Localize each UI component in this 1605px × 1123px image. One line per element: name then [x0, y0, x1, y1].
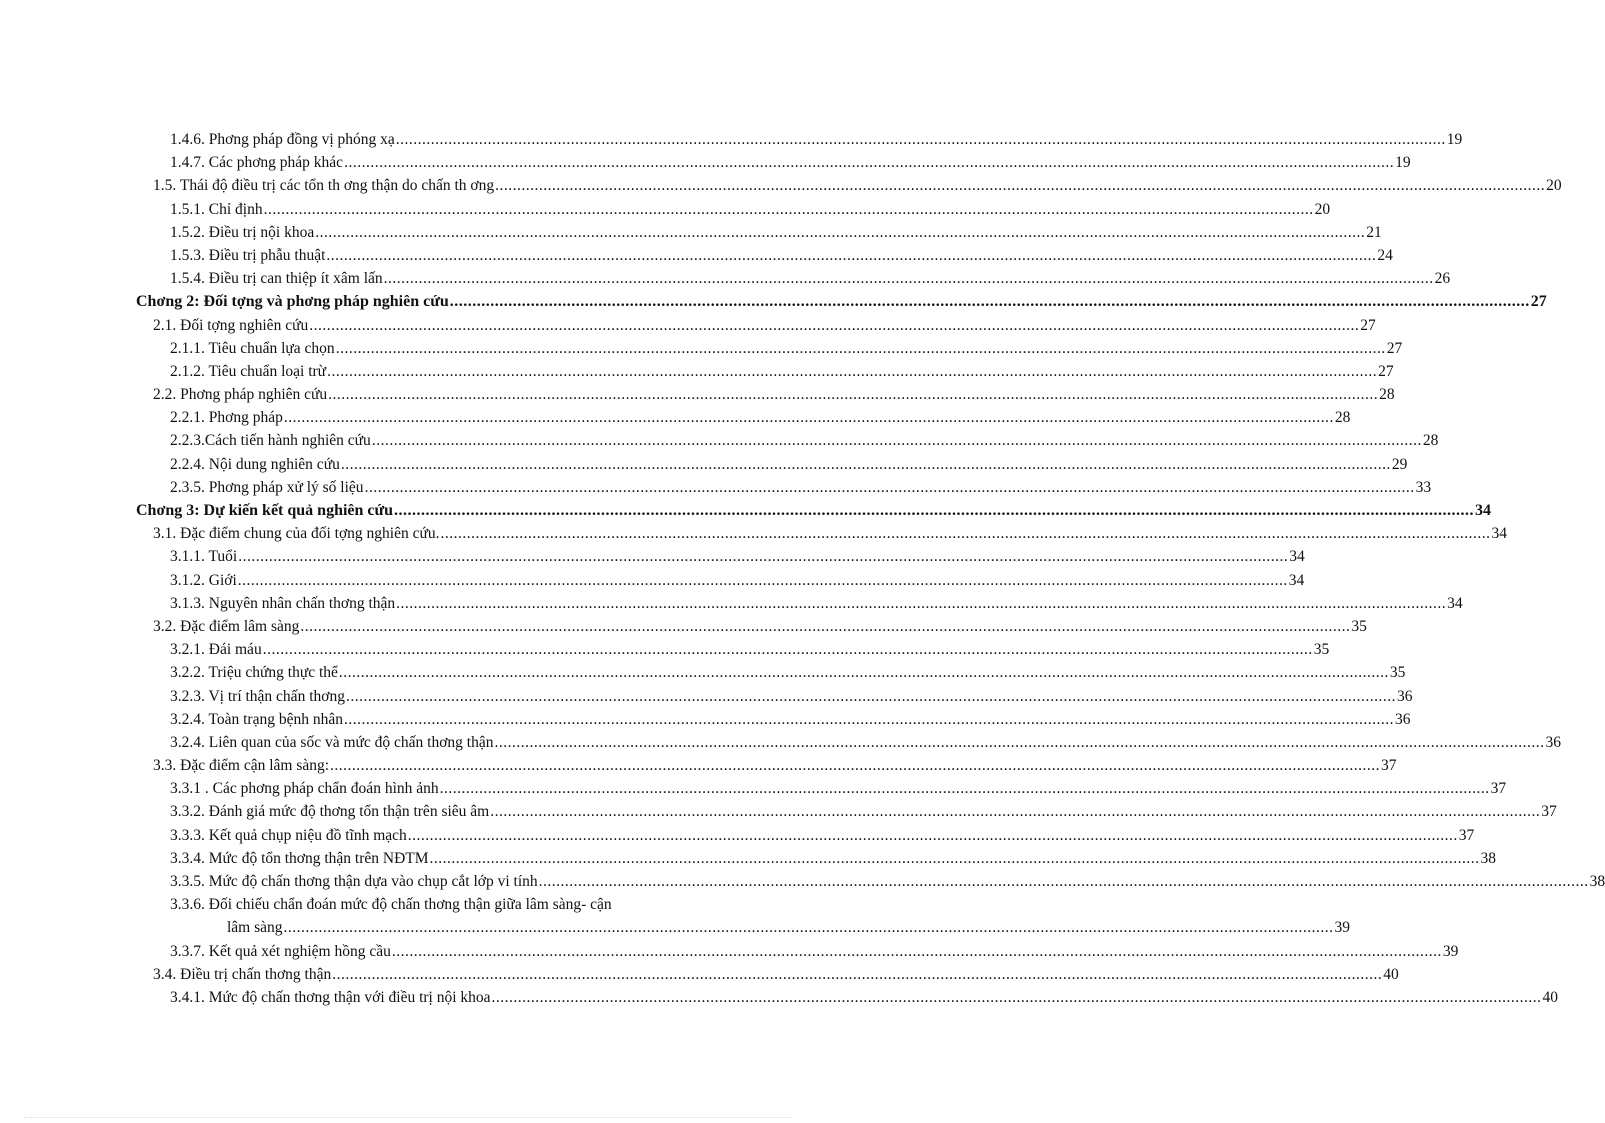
toc-entry-title: 3.4.1. Mức độ chấn thơng thận với điều trị nội khoa — [170, 988, 491, 1006]
toc-entry[interactable] — [170, 685, 1413, 708]
toc-entry-title: 3.1. Đặc điểm chung của đối tợng nghiên cứu. — [153, 525, 440, 543]
toc-page-number: 35 — [1313, 641, 1330, 659]
toc-entry-title: 2.1. Đối tợng nghiên cứu — [153, 316, 309, 334]
toc-entry-title: 1.5.3. Điều trị phẫu thuật — [170, 246, 326, 264]
toc-entry[interactable] — [153, 383, 1395, 406]
toc-entry[interactable] — [153, 174, 1562, 197]
toc-entry[interactable] — [153, 314, 1376, 337]
toc-page-number: 36 — [1396, 687, 1413, 705]
toc-leader-dots — [237, 569, 1289, 592]
toc-leader-dots — [383, 267, 1435, 290]
toc-page-number: 27 — [1386, 339, 1403, 357]
toc-entry-title: 3.3.6. Đối chiếu chẩn đoán mức độ chấn thơng thận giữa lâm sàng- cận — [170, 896, 612, 914]
toc-entry-title: 3.3.2. Đánh giá mức độ thơng tổn thận trên siêu âm — [170, 803, 490, 821]
toc-page-number: 28 — [1334, 409, 1351, 427]
toc-leader-dots — [314, 221, 1366, 244]
toc-entry-title: 3.2.2. Triệu chứng thực thể — [170, 664, 338, 682]
toc-page-number: 34 — [1447, 594, 1463, 612]
toc-page-number: 24 — [1377, 246, 1393, 264]
toc-entry[interactable] — [170, 661, 1406, 684]
toc-page-number: 38 — [1480, 849, 1497, 867]
toc-page-number: 40 — [1542, 988, 1559, 1006]
toc-leader-dots — [326, 360, 1378, 383]
toc-leader-dots — [263, 198, 1315, 221]
toc-page-number: 40 — [1383, 965, 1399, 983]
toc-entry[interactable] — [170, 824, 1475, 847]
toc-entry-title: Chơng 2: Đối tợng và phơng pháp nghiên cứu — [136, 293, 449, 311]
toc-entry-title: 2.1.1. Tiêu chuẩn lựa chọn — [170, 339, 335, 357]
toc-leader-dots — [329, 754, 1381, 777]
toc-entry[interactable] — [170, 476, 1432, 499]
toc-entry[interactable] — [170, 453, 1408, 476]
toc-leader-dots — [489, 800, 1541, 823]
toc-entry-title: 1.4.7. Các phơng pháp khác — [170, 154, 344, 172]
toc-page-number: 35 — [1351, 617, 1367, 635]
toc-entry[interactable] — [170, 151, 1411, 174]
toc-entry-title: 3.3.3. Kết quả chụp niệu đồ tĩnh mạch — [170, 826, 407, 844]
toc-leader-dots — [439, 777, 1491, 800]
toc-entry[interactable] — [153, 522, 1507, 545]
toc-page-number: 34 — [1475, 502, 1492, 519]
toc-entry[interactable] — [170, 429, 1439, 452]
toc-page-number: 28 — [1422, 432, 1439, 450]
toc-page-number: 21 — [1366, 223, 1382, 241]
toc-entry-title: 1.5. Thái độ điều trị các tổn th ơng thận do chấn th ơng — [153, 177, 495, 195]
toc-entry[interactable] — [170, 569, 1305, 592]
toc-chapter-entry[interactable] — [136, 290, 1547, 313]
toc-entry-title: 3.2. Đặc điểm lâm sàng — [153, 617, 300, 635]
toc-page-number: 37 — [1381, 757, 1397, 775]
toc-entry[interactable] — [153, 615, 1367, 638]
toc-page-number: 27 — [1378, 362, 1394, 380]
toc-page-number: 34 — [1289, 548, 1305, 566]
toc-page-number: 37 — [1490, 780, 1507, 798]
toc-entry-title: 3.1.3. Nguyên nhân chấn thơng thận — [170, 594, 396, 612]
toc-entry[interactable] — [170, 777, 1507, 800]
toc-entry[interactable] — [153, 754, 1397, 777]
toc-entry-title: 3.2.4. Liên quan của sốc và mức độ chấn thơng thận — [170, 733, 494, 751]
toc-leader-dots — [393, 499, 1475, 522]
toc-entry[interactable] — [170, 893, 1351, 939]
toc-entry-title: 2.1.2. Tiêu chuẩn loại trừ — [170, 362, 327, 380]
toc-page-number: 29 — [1391, 455, 1408, 473]
toc-leader-dots — [325, 244, 1377, 267]
toc-entry[interactable] — [170, 638, 1330, 661]
toc-leader-dots — [364, 476, 1416, 499]
toc-page-number: 36 — [1545, 733, 1561, 751]
toc-entry[interactable] — [170, 244, 1393, 267]
toc-page-number: 26 — [1434, 270, 1451, 288]
toc-page-number: 37 — [1541, 803, 1557, 821]
toc-entry-title: 3.2.1. Đái máu — [170, 641, 262, 659]
toc-page-number: 27 — [1530, 293, 1547, 311]
toc-leader-dots — [237, 545, 1289, 568]
toc-page-number: 34 — [1491, 525, 1507, 543]
toc-entry-title: 3.4. Điều trị chấn thơng thận — [153, 965, 332, 983]
toc-entry[interactable] — [170, 128, 1463, 151]
table-of-contents — [0, 128, 1605, 1009]
toc-entry[interactable] — [170, 731, 1561, 754]
toc-entry-title: 3.3.5. Mức độ chấn thơng thận dựa vào chụp cắt lớp vi tính — [170, 873, 538, 890]
toc-leader-dots — [407, 824, 1459, 847]
toc-page-number: 38 — [1589, 873, 1605, 890]
toc-entry[interactable] — [170, 940, 1459, 963]
toc-leader-dots — [491, 986, 1543, 1009]
toc-leader-dots — [262, 638, 1314, 661]
toc-entry-title: 2.3.5. Phơng pháp xử lý số liệu — [170, 478, 364, 496]
toc-entry[interactable] — [170, 986, 1559, 1009]
toc-leader-dots — [331, 963, 1383, 986]
toc-entry-title: 2.2.1. Phơng pháp — [170, 409, 283, 427]
toc-leader-dots — [395, 128, 1447, 151]
toc-leader-dots — [494, 731, 1546, 754]
toc-entry-title: 3.2.4. Toàn trạng bệnh nhân — [170, 710, 343, 728]
toc-entry-title: 1.5.2. Điều trị nội khoa — [170, 223, 315, 241]
toc-page-number: 39 — [1442, 942, 1459, 960]
toc-entry-title: 3.3.4. Mức độ tổn thơng thận trên NĐTM — [170, 849, 429, 867]
toc-entry-title: 3.3.1 . Các phơng pháp chẩn đoán hình ảnh — [170, 780, 439, 798]
toc-entry-title: 1.5.4. Điều trị can thiệp ít xâm lấn — [170, 270, 383, 288]
toc-entry[interactable] — [170, 337, 1403, 360]
toc-entry[interactable] — [170, 545, 1305, 568]
toc-leader-dots — [449, 290, 1531, 313]
toc-page-number: 37 — [1458, 826, 1475, 844]
toc-entry-title: 3.3. Đặc điểm cận lâm sàng: — [153, 757, 330, 775]
toc-page-number: 33 — [1415, 478, 1432, 496]
toc-entry-title-continued: lâm sàng — [227, 919, 283, 937]
toc-leader-dots — [343, 151, 1395, 174]
toc-entry-title: Chơng 3: Dự kiến kết quả nghiên cứu — [136, 502, 394, 519]
toc-leader-dots — [440, 522, 1492, 545]
toc-entry[interactable] — [170, 870, 1605, 893]
toc-entry-title: 3.2.3. Vị trí thận chấn thơng — [170, 687, 345, 705]
toc-entry[interactable] — [170, 360, 1394, 383]
toc-leader-dots — [345, 685, 1397, 708]
toc-leader-dots — [338, 661, 1390, 684]
toc-entry-title: 3.1.2. Giới — [170, 571, 237, 589]
toc-page-number: 39 — [1334, 919, 1351, 937]
toc-page-number: 28 — [1379, 386, 1395, 404]
toc-leader-dots — [429, 847, 1481, 870]
toc-page-number: 20 — [1314, 200, 1331, 218]
toc-leader-dots — [335, 337, 1387, 360]
page-bottom-dotted-rule — [24, 1117, 792, 1118]
toc-page-number: 35 — [1389, 664, 1406, 682]
toc-entry[interactable] — [170, 198, 1331, 221]
toc-page-number: 19 — [1446, 131, 1463, 148]
toc-page-number: 27 — [1360, 316, 1376, 334]
toc-entry-title: 1.4.6. Phơng pháp đồng vị phóng xạ — [170, 131, 395, 148]
toc-entry[interactable] — [153, 963, 1399, 986]
toc-leader-dots — [283, 406, 1335, 429]
toc-page-number: 36 — [1394, 710, 1411, 728]
toc-entry[interactable] — [170, 800, 1557, 823]
toc-leader-dots — [299, 615, 1351, 638]
toc-leader-dots — [308, 314, 1360, 337]
toc-leader-dots — [494, 174, 1546, 197]
toc-entry-title: 2.2. Phơng pháp nghiên cứu — [153, 386, 328, 404]
toc-leader-dots — [327, 383, 1379, 406]
toc-leader-dots — [391, 940, 1443, 963]
toc-leader-dots — [371, 429, 1423, 452]
toc-entry[interactable] — [170, 847, 1497, 870]
toc-leader-dots — [395, 592, 1447, 615]
toc-page-number: 19 — [1395, 154, 1411, 172]
toc-chapter-entry[interactable] — [136, 499, 1492, 522]
toc-entry[interactable] — [170, 708, 1411, 731]
toc-page-number: 20 — [1546, 177, 1562, 195]
toc-entry-title: 2.2.4. Nội dung nghiên cứu — [170, 455, 340, 473]
toc-leader-dots — [340, 453, 1392, 476]
toc-leader-dots — [343, 708, 1395, 731]
toc-entry[interactable] — [170, 592, 1463, 615]
toc-entry[interactable] — [170, 221, 1382, 244]
toc-leader-dots — [283, 916, 1335, 939]
toc-entry-title: 3.3.7. Kết quả xét nghiệm hồng cầu — [170, 942, 391, 960]
toc-leader-dots — [538, 870, 1590, 893]
toc-entry-title: 2.2.3.Cách tiến hành nghiên cứu — [170, 432, 371, 450]
toc-page-number: 34 — [1288, 571, 1305, 589]
toc-entry[interactable] — [170, 406, 1351, 429]
toc-entry[interactable] — [170, 267, 1451, 290]
toc-entry-title: 3.1.1. Tuổi — [170, 548, 238, 566]
toc-entry-title: 1.5.1. Chỉ định — [170, 200, 263, 218]
